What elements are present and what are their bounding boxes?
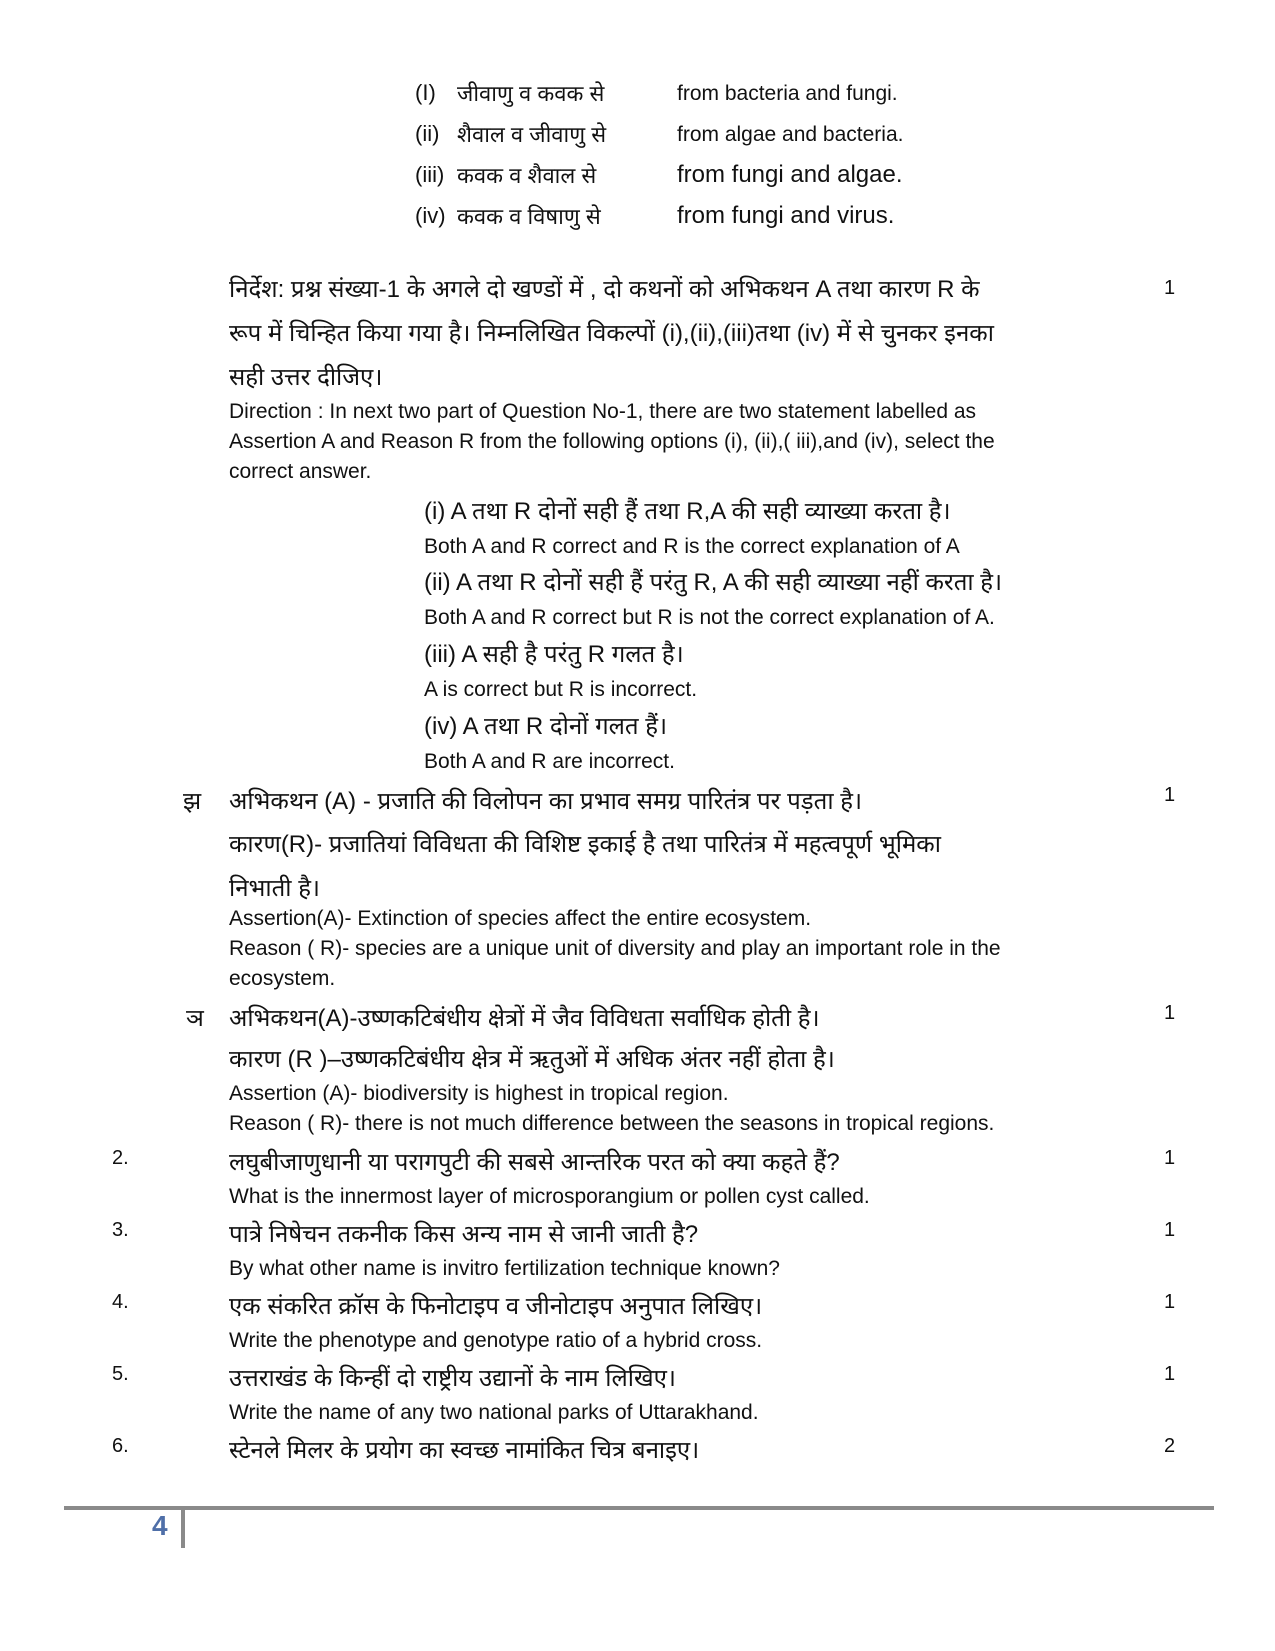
- page-number: 4: [152, 1510, 168, 1541]
- question-number: 4.: [112, 1291, 129, 1313]
- footer-separator: [181, 1508, 185, 1548]
- assertion-english: Assertion(A)- Extinction of species affect the entire ecosystem.: [229, 907, 812, 930]
- mcq-option-label: (I): [415, 80, 436, 105]
- ar-option-english: Both A and R correct and R is the correct explanation of A: [424, 535, 960, 558]
- mcq-option-label: (ii): [415, 121, 440, 146]
- marks: 2: [1164, 1435, 1176, 1457]
- question-hindi: पात्रे निषेचन तकनीक किस अन्य नाम से जानी जाती है?: [229, 1221, 699, 1248]
- question-number: 5.: [112, 1363, 129, 1385]
- marks: 1: [1164, 277, 1176, 299]
- question-hindi: उत्तराखंड के किन्हीं दो राष्ट्रीय उद्यानों के नाम लिखिए।: [229, 1365, 676, 1392]
- mcq-option-hindi: शैवाल व जीवाणु से: [457, 122, 607, 147]
- question-hindi: स्टेनले मिलर के प्रयोग का स्वच्छ नामांकित चित्र बनाइए।: [229, 1437, 700, 1464]
- mcq-option-label: (iv): [415, 203, 446, 228]
- direction-english-line: correct answer.: [229, 460, 372, 483]
- direction-hindi-line: सही उत्तर दीजिए।: [229, 364, 383, 391]
- direction-english-line: Assertion A and Reason R from the following options (i), (ii),( iii),and (iv), select the: [229, 430, 995, 453]
- direction-english-line: Direction : In next two part of Question No-1, there are two statement labelled as: [229, 400, 977, 423]
- ar-option-english: Both A and R are incorrect.: [424, 750, 675, 773]
- marks: 1: [1164, 1219, 1176, 1241]
- assertion-english: Assertion (A)- biodiversity is highest in tropical region.: [229, 1082, 729, 1105]
- mcq-option-hindi: कवक व शैवाल से: [457, 163, 597, 188]
- marks: 1: [1164, 1002, 1176, 1024]
- reason-english: Reason ( R)- species are a unique unit of diversity and play an important role in the: [229, 937, 1001, 960]
- assertion-hindi: अभिकथन(A)-उष्णकटिबंधीय क्षेत्रों में जैव विविधता सर्वाधिक होती है।: [229, 1005, 820, 1032]
- question-hindi: लघुबीजाणुधानी या परागपुटी की सबसे आन्तरिक परत को क्या कहते हैं?: [229, 1149, 840, 1176]
- mcq-option-hindi: कवक व विषाणु से: [457, 204, 601, 229]
- reason-hindi: कारण (R )–उष्णकटिबंधीय क्षेत्र में ऋतुओं में अधिक अंतर नहीं होता है।: [229, 1046, 835, 1073]
- part-label: ञ: [186, 1005, 204, 1032]
- direction-hindi-line: निर्देश: प्रश्न संख्या-1 के अगले दो खण्डों में , दो कथनों को अभिकथन A तथा कारण R के: [229, 276, 980, 303]
- question-english: What is the innermost layer of microsporangium or pollen cyst called.: [229, 1185, 870, 1208]
- mcq-option-english: from fungi and virus.: [677, 202, 895, 229]
- ar-option-hindi: (ii) A तथा R दोनों सही हैं परंतु R, A की सही व्याख्या नहीं करता है।: [424, 569, 1003, 596]
- question-number: 3.: [112, 1219, 129, 1241]
- mcq-option-english: from bacteria and fungi.: [677, 82, 898, 105]
- question-english: By what other name is invitro fertilization technique known?: [229, 1257, 780, 1280]
- part-label: झ: [183, 788, 202, 815]
- ar-option-english: A is correct but R is incorrect.: [424, 678, 698, 701]
- marks: 1: [1164, 1291, 1176, 1313]
- mcq-option-english: from fungi and algae.: [677, 161, 903, 188]
- marks: 1: [1164, 1147, 1176, 1169]
- marks: 1: [1164, 784, 1176, 806]
- ar-option-hindi: (iii) A सही है परंतु R गलत है।: [424, 641, 684, 668]
- mcq-option-hindi: जीवाणु व कवक से: [457, 81, 605, 106]
- question-number: 6.: [112, 1435, 129, 1457]
- question-english: Write the phenotype and genotype ratio of a hybrid cross.: [229, 1329, 763, 1352]
- direction-hindi-line: रूप में चिन्हित किया गया है। निम्नलिखित विकल्पों (i),(ii),(iii)तथा (iv) में से चुनकर इनका: [229, 320, 994, 347]
- question-number: 2.: [112, 1147, 129, 1169]
- assertion-hindi: अभिकथन (A) - प्रजाति की विलोपन का प्रभाव समग्र पारितंत्र पर पड़ता है।: [229, 788, 863, 815]
- ar-option-english: Both A and R correct but R is not the correct explanation of A.: [424, 606, 995, 629]
- reason-english: Reason ( R)- there is not much difference between the seasons in tropical regions.: [229, 1112, 995, 1135]
- question-hindi: एक संकरित क्रॉस के फिनोटाइप व जीनोटाइप अनुपात लिखिए।: [229, 1293, 763, 1320]
- mcq-option-english: from algae and bacteria.: [677, 123, 904, 146]
- reason-english: ecosystem.: [229, 967, 336, 990]
- ar-option-hindi: (i) A तथा R दोनों सही हैं तथा R,A की सही व्याख्या करता है।: [424, 498, 951, 525]
- reason-hindi: निभाती है।: [229, 875, 321, 902]
- reason-hindi: कारण(R)- प्रजातियां विविधता की विशिष्ट इकाई है तथा पारितंत्र में महत्वपूर्ण भूमिका: [229, 831, 941, 858]
- question-english: Write the name of any two national parks of Uttarakhand.: [229, 1401, 759, 1424]
- marks: 1: [1164, 1363, 1176, 1385]
- mcq-option-label: (iii): [415, 162, 445, 187]
- ar-option-hindi: (iv) A तथा R दोनों गलत हैं।: [424, 713, 668, 740]
- footer-rule: [64, 1506, 1214, 1510]
